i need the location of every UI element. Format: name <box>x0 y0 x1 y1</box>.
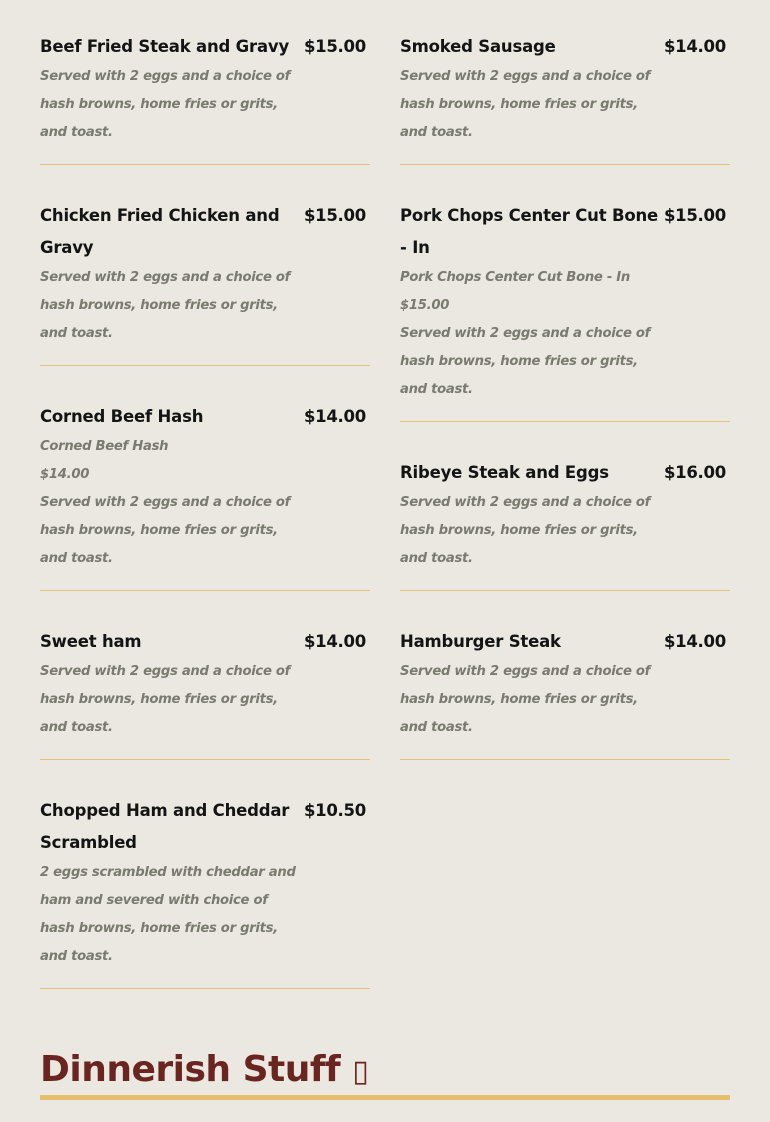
menu-item-header <box>400 31 730 63</box>
menu-item <box>400 0 730 165</box>
menu-item-header <box>40 401 370 433</box>
menu-item-description: Served with 2 eggs and a choice of hash browns, home fries or grits, and toast. <box>40 495 291 566</box>
menu-item-description: Served with 2 eggs and a choice of hash browns, home fries or grits, and toast. <box>40 664 291 735</box>
menu-item-description: $14.00 <box>40 467 90 482</box>
menu-item <box>40 760 370 989</box>
menu-item-header <box>40 200 370 264</box>
menu-item <box>40 366 370 591</box>
menu-item-name: Beef Fried Steak and Gravy <box>40 37 290 56</box>
menu-item-price: $15.00 <box>304 37 366 56</box>
menu-item-name: Chopped Ham and Cheddar Scrambled <box>40 801 290 852</box>
section-title <box>40 1040 368 1102</box>
menu-item <box>400 591 730 760</box>
menu-item-name: Pork Chops Center Cut Bone - In <box>400 206 658 257</box>
menu-item-price: $15.00 <box>304 206 366 225</box>
menu-item <box>40 165 370 366</box>
menu-item <box>40 0 370 165</box>
section-rule <box>40 1095 730 1100</box>
menu-item-price: $16.00 <box>664 463 726 482</box>
menu-item-header <box>400 626 730 658</box>
menu-item-description: Served with 2 eggs and a choice of hash browns, home fries or grits, and toast. <box>40 69 291 140</box>
menu-item-description: Corned Beef Hash <box>40 439 169 454</box>
menu-item-description: $15.00 <box>400 298 450 313</box>
section-title-text: Dinnerish Stuff <box>40 1049 341 1090</box>
menu-item-header <box>400 200 730 264</box>
menu-right-column <box>400 0 730 760</box>
menu-item-header <box>40 31 370 63</box>
menu-item-header <box>40 626 370 658</box>
menu-item <box>400 165 730 422</box>
menu-item-description: 2 eggs scrambled with cheddar and ham and severed with choice of hash browns, home fries or grits, and toast. <box>40 865 296 964</box>
menu-item-price: $14.00 <box>304 407 366 426</box>
missing-glyph-icon: ▯ <box>352 1054 369 1089</box>
menu-item-description: Served with 2 eggs and a choice of hash browns, home fries or grits, and toast. <box>400 69 651 140</box>
menu-item-price: $10.50 <box>304 801 366 820</box>
menu-item-description: Served with 2 eggs and a choice of hash browns, home fries or grits, and toast. <box>40 270 291 341</box>
menu-item-name: Sweet ham <box>40 632 142 651</box>
menu-item-header <box>400 457 730 489</box>
menu-item <box>400 422 730 591</box>
menu-item-description: Served with 2 eggs and a choice of hash browns, home fries or grits, and toast. <box>400 326 651 397</box>
menu-item-name: Chicken Fried Chicken and Gravy <box>40 206 280 257</box>
menu-left-column <box>40 0 370 989</box>
menu-item-price: $14.00 <box>304 632 366 651</box>
menu-item-name: Hamburger Steak <box>400 632 561 651</box>
menu-item-price: $14.00 <box>664 632 726 651</box>
menu-item-description: Pork Chops Center Cut Bone - In <box>400 270 631 285</box>
menu-item-header <box>40 795 370 859</box>
menu-item-price: $14.00 <box>664 37 726 56</box>
menu-item-description: Served with 2 eggs and a choice of hash browns, home fries or grits, and toast. <box>400 664 651 735</box>
menu-item-price: $15.00 <box>664 206 726 225</box>
menu-item-description: Served with 2 eggs and a choice of hash browns, home fries or grits, and toast. <box>400 495 651 566</box>
menu-item <box>40 591 370 760</box>
menu-item-name: Ribeye Steak and Eggs <box>400 463 609 482</box>
menu-item-name: Corned Beef Hash <box>40 407 204 426</box>
menu-item-name: Smoked Sausage <box>400 37 556 56</box>
